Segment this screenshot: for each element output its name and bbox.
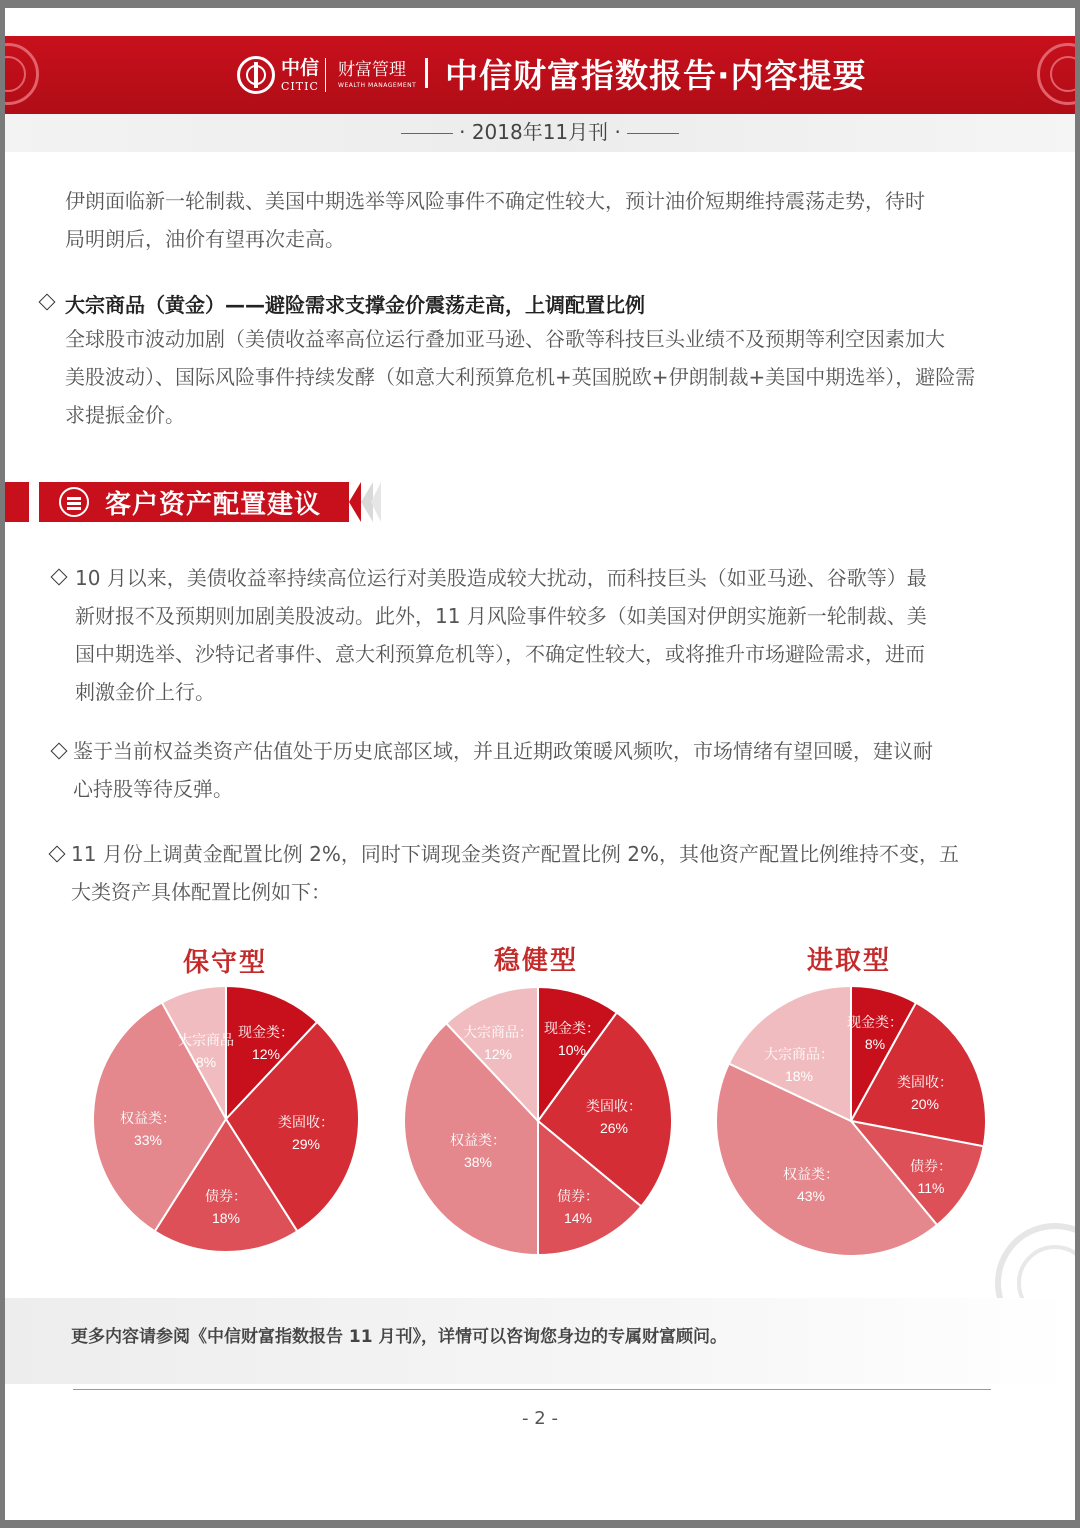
commodity-line: 求提振金价。: [65, 403, 185, 427]
slice-value: 14%: [563, 1210, 593, 1226]
commodity-heading: 大宗商品（黄金）——避险需求支撑金价震荡走高，上调配置比例: [65, 293, 645, 317]
slice-label: 类固收：: [278, 1114, 334, 1130]
chevron-icon: [349, 482, 361, 522]
slice-value: 38%: [463, 1154, 493, 1170]
pie-chart-conservative: [120, 1024, 334, 1226]
chart-title-conservative: 保守型: [183, 948, 268, 978]
slice-label: 债券：: [557, 1188, 599, 1204]
commodity-line: 美股波动）、国际风险事件持续发酵（如意大利预算危机+英国脱欧+伊朗制裁+美国中期选举），避险需: [65, 365, 976, 389]
logo-cn-text: 中信: [281, 56, 320, 79]
logo-en-text: CITIC: [281, 79, 319, 93]
slice-label: 类固收：: [897, 1074, 953, 1090]
citic-logo: [237, 50, 416, 100]
bullet-line: 11 月份上调黄金配置比例 2%，同时下调现金类资产配置比例 2%，其他资产配置比例维持不变，五: [71, 842, 959, 866]
slice-value: 26%: [599, 1120, 629, 1136]
slice-value: 8%: [864, 1036, 886, 1052]
diamond-bullet-icon: [39, 294, 56, 311]
pie-chart-balanced: [450, 1020, 642, 1226]
slice-value: 8%: [195, 1054, 217, 1070]
issue-line: · 2018年11月刊 ·: [5, 116, 1075, 145]
bullet-line: 新财报不及预期则加剧美股波动。此外，11 月风险事件较多（如美国对伊朗实施新一轮制裁、美: [75, 604, 927, 628]
seal-icon: [5, 43, 39, 105]
slice-label: 债券：: [910, 1158, 952, 1174]
footer-note: 更多内容请参阅《中信财富指数报告 11 月刊》，详情可以咨询您身边的专属财富顾问。: [71, 1327, 727, 1347]
slice-value: 20%: [910, 1096, 940, 1112]
bullet-line: 国中期选举、沙特记者事件、意大利预算危机等），不确定性较大，或将推升市场避险需求，进而: [75, 642, 925, 666]
diamond-bullet-icon: [49, 846, 66, 863]
slice-value: 12%: [251, 1046, 281, 1062]
slice-label: 现金类：: [238, 1024, 294, 1040]
section-title: [39, 482, 349, 522]
chevron-icon: [371, 482, 381, 522]
bullet-line: 心持股等待反弹。: [73, 777, 233, 801]
header-banner: [5, 36, 1075, 114]
bullet-line: 鉴于当前权益类资产估值处于历史底部区域，并且近期政策暖风频吹，市场情绪有望回暖，建议耐: [73, 739, 933, 763]
pie-chart-aggressive: [764, 1014, 953, 1204]
section-accent: [5, 482, 29, 522]
chart-title-balanced: 稳健型: [494, 946, 579, 976]
section-title-text: 客户资产配置建议: [105, 489, 322, 520]
bullet-paragraph: [75, 559, 927, 711]
slice-label: 大宗商品：: [764, 1046, 834, 1062]
chart-title-aggressive: 进取型: [807, 946, 892, 976]
diamond-bullet-icon: [51, 569, 68, 586]
slice-label: 权益类：: [783, 1166, 839, 1182]
issue-date: 2018年11月刊: [471, 120, 609, 144]
logo-wm-en-text: WEALTH MANAGEMENT: [338, 81, 417, 89]
report-title: 中信财富指数报告·内容提要: [445, 56, 867, 95]
slice-label: 债券：: [205, 1188, 247, 1204]
commodity-line: 全球股市波动加剧（美债收益率高位运行叠加亚马逊、谷歌等科技巨头业绩不及预期等利空因素加大: [65, 327, 945, 351]
report-page: [5, 8, 1075, 1520]
coins-icon: [59, 487, 89, 517]
slice-value: 11%: [917, 1180, 945, 1196]
slice-label: 类固收：: [586, 1098, 642, 1114]
page-number: - 2 -: [522, 1408, 558, 1429]
slice-value: 43%: [796, 1188, 826, 1204]
bullet-line: 10 月以来，美债收益率持续高位运行对美股造成较大扰动，而科技巨头（如亚马逊、谷歌等）最: [75, 566, 927, 590]
slice-label: 大宗商品：: [463, 1024, 533, 1040]
citic-logo-icon: [237, 56, 275, 94]
slice-value: 10%: [557, 1042, 587, 1058]
slice-label: 现金类：: [544, 1020, 600, 1036]
slice-label: 现金类：: [847, 1014, 903, 1030]
seal-icon: [1037, 43, 1075, 105]
slice-value: 29%: [291, 1136, 321, 1152]
slice-label: 权益类：: [120, 1110, 176, 1126]
bullet-paragraph: [71, 835, 959, 911]
slice-value: 18%: [784, 1068, 814, 1084]
intro-paragraph: [65, 182, 925, 258]
bullet-line: 刺激金价上行。: [75, 680, 215, 704]
bullet-line: 大类资产具体配置比例如下：: [71, 880, 331, 904]
slice-value: 33%: [133, 1132, 163, 1148]
slice-label: 权益类：: [450, 1132, 506, 1148]
intro-line: 伊朗面临新一轮制裁、美国中期选举等风险事件不确定性较大，预计油价短期维持震荡走势，待时: [65, 189, 925, 213]
slice-label: 大宗商品: [178, 1032, 234, 1048]
slice-value: 18%: [211, 1210, 241, 1226]
logo-wm-cn-text: 财富管理: [338, 59, 407, 80]
slice-value: 12%: [483, 1046, 513, 1062]
bullet-paragraph: [73, 732, 933, 808]
commodity-paragraph: [65, 320, 975, 434]
intro-line: 局明朗后，油价有望再次走高。: [65, 227, 345, 251]
diamond-bullet-icon: [51, 743, 68, 760]
